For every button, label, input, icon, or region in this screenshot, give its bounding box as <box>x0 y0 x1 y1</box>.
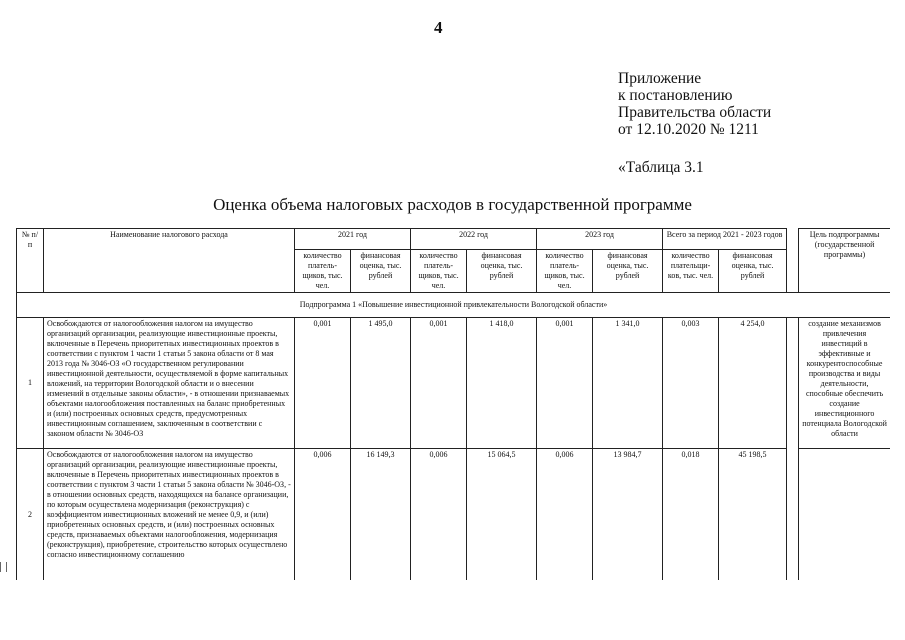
header-row <box>17 229 891 250</box>
table-row <box>17 449 891 581</box>
cell-qty-2021: 0,006 <box>295 449 351 581</box>
document-title: Оценка объема налоговых расходов в государственной программе <box>213 195 692 214</box>
annex-line-1: Приложение <box>618 70 702 87</box>
gap-cell <box>787 229 799 293</box>
row-num: 2 <box>17 449 44 581</box>
cell-qty-total: 0,018 <box>663 449 719 581</box>
page-number: 4 <box>434 18 443 37</box>
table-row <box>17 318 891 449</box>
subheader-fin-total: финансовая оценка, тыс. рублей <box>719 250 787 293</box>
cell-goal: создание механизмов привлечения инвестиций в эффективные и конкурентоспособные производства и виды деятельности, способные обеспечить создание инвестиционного потенциала Вологодской области <box>799 318 890 449</box>
cell-qty-2023: 0,006 <box>537 449 593 581</box>
cell-qty-2023: 0,001 <box>537 318 593 449</box>
cell-fin-2023: 1 341,0 <box>593 318 663 449</box>
table-label: «Таблица 3.1 <box>618 159 704 176</box>
subheader-qty-2021: количество платель-щиков, тыс. чел. <box>295 250 351 293</box>
cell-fin-2021: 16 149,3 <box>351 449 411 581</box>
subprogram-title: Подпрограмма 1 «Повышение инвестиционной привлекательности Вологодской области» <box>17 293 891 318</box>
subheader-fin-2022: финансовая оценка, тыс. рублей <box>467 250 537 293</box>
gap-cell <box>787 318 799 581</box>
annex-line-3: Правительства области <box>618 104 772 121</box>
cell-fin-2022: 1 418,0 <box>467 318 537 449</box>
cell-fin-2022: 15 064,5 <box>467 449 537 581</box>
cell-qty-2022: 0,006 <box>411 449 467 581</box>
table-frame <box>16 228 890 580</box>
cell-qty-total: 0,003 <box>663 318 719 449</box>
row-name: Освобождаются от налогообложения налогом на имущество организаций организации, реализующие инвестиционные проекты, включенные в Перечень приоритетных инвестиционных проектов в соответствии с пунктом 1 части 1 статьи 5 закона области от 8 мая 2013 года № 3046-ОЗ «О государственном регулировании инвестиционной деятельности, осуществляемой в форме капитальных вложений, на территории Вологодской области и о внесении изменений в отдельные законы области», - в отношении признаваемых объектами налогообложения поставленных на баланс приобретенных и (или) построенных основных средств, предусмотренных инвестиционным соглашением, заключенным в соответствии с законом области № 3046-ОЗ <box>44 318 295 449</box>
cell-fin-2021: 1 495,0 <box>351 318 411 449</box>
annex-block <box>618 70 771 138</box>
cell-qty-2021: 0,001 <box>295 318 351 449</box>
cell-goal-empty <box>799 449 890 581</box>
header-goal: Цель подпрограммы (государственной программы) <box>799 229 890 293</box>
annex-line-4: от 12.10.2020 № 1211 <box>618 121 759 138</box>
cell-fin-total: 45 198,5 <box>719 449 787 581</box>
subheader-qty-2023: количество платель-щиков, тыс. чел. <box>537 250 593 293</box>
cell-fin-2023: 13 984,7 <box>593 449 663 581</box>
header-num: № п/п <box>17 229 44 293</box>
subheader-qty-2022: количество платель-щиков, тыс. чел. <box>411 250 467 293</box>
row-name: Освобождаются от налогообложения налогом на имущество организаций организации, реализующие инвестиционные проекты, включенные в Перечень приоритетных инвестиционных проектов в соответствии с пунктом 3 части 1 статьи 5 закона области № 3046-ОЗ, - в отношении основных средств, находящихся на балансе организации, по которым осуществлена модернизация (реконструкция) с коэффициентом инвестиционных вложений не менее 0,9, и (или) приобретенных основных средств, и (или) построенных основных средств, признаваемых объектами налогообложения, модернизация (реконструкция), приобретение, строительство которых осуществлено согласно инвестиционному соглашению <box>44 449 295 581</box>
cell-fin-total: 4 254,0 <box>719 318 787 449</box>
binding-mark <box>0 562 7 572</box>
row-num: 1 <box>17 318 44 449</box>
subheader-fin-2021: финансовая оценка, тыс. рублей <box>351 250 411 293</box>
tax-expense-table <box>16 228 890 580</box>
subprogram-row <box>17 293 891 318</box>
header-total: Всего за период 2021 - 2023 годов <box>663 229 787 250</box>
header-2022: 2022 год <box>411 229 537 250</box>
subheader-qty-total: количество плательщи-ков, тыс. чел. <box>663 250 719 293</box>
cell-qty-2022: 0,001 <box>411 318 467 449</box>
header-2023: 2023 год <box>537 229 663 250</box>
annex-line-2: к постановлению <box>618 87 733 104</box>
subheader-fin-2023: финансовая оценка, тыс. рублей <box>593 250 663 293</box>
header-2021: 2021 год <box>295 229 411 250</box>
header-name: Наименование налогового расхода <box>44 229 295 293</box>
